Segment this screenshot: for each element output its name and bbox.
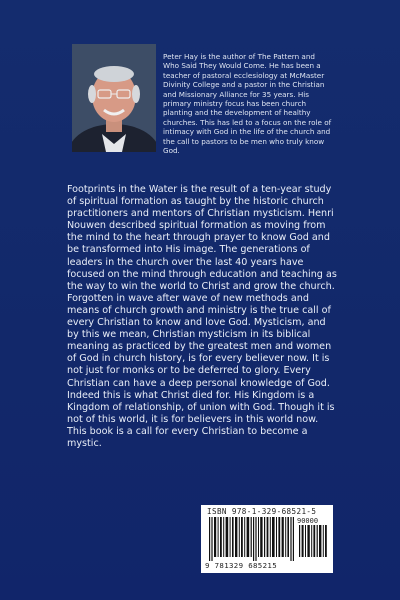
barcode-image <box>207 517 329 561</box>
author-portrait-image <box>72 44 156 152</box>
author-photo <box>72 44 156 152</box>
author-bio: Peter Hay is the author of The Pattern and Who Said They Would Come. He has been a teacher of pastoral ecclesiology at McMaster Divinity College and a pastor in the Christian and Missionary Alliance for 35 years. His primary ministry focus has been church planting and the development of healthy churches. This has led to a focus on the role of intimacy with God in the life of the church and the call to pastors to be men who truly know God. <box>163 52 332 156</box>
price-addon: 90000 <box>297 517 319 525</box>
isbn-barcode <box>201 505 333 573</box>
book-description: Footprints in the Water is the result of a ten-year study of spiritual formation as taught by the historic church practitioners and mentors of Christian mysticism. Henri Nouwen described spiritual formation as moving from the mind to the heart through prayer to know God and be transformed into His image. The generations of leaders in the church over the last 40 years have focused on the mind through education and teaching as the way to win the world to Christ and grow the church. Forgotten in wave after wave of new methods and means of church growth and ministry is the true call of every Christian to know and love God. Mysticism, and by this we mean, Christian mysticism in its biblical meaning as practiced by the greatest men and women of God in church history, is for every believer now. It is not just for monks or to be deferred to glory. Every Christian can have a deep personal knowledge of God. Indeed this is what Christ died for. His Kingdom is a Kingdom of relationship, of union with God. Though it is not of this world, it is for believers in this world now. This book is a call for every Christian to become a mystic. <box>67 184 337 449</box>
barcode-digits: 9 781329 685215 <box>205 561 277 570</box>
isbn-label: ISBN 978-1-329-68521-5 <box>207 507 317 516</box>
barcode-bars <box>207 517 329 561</box>
